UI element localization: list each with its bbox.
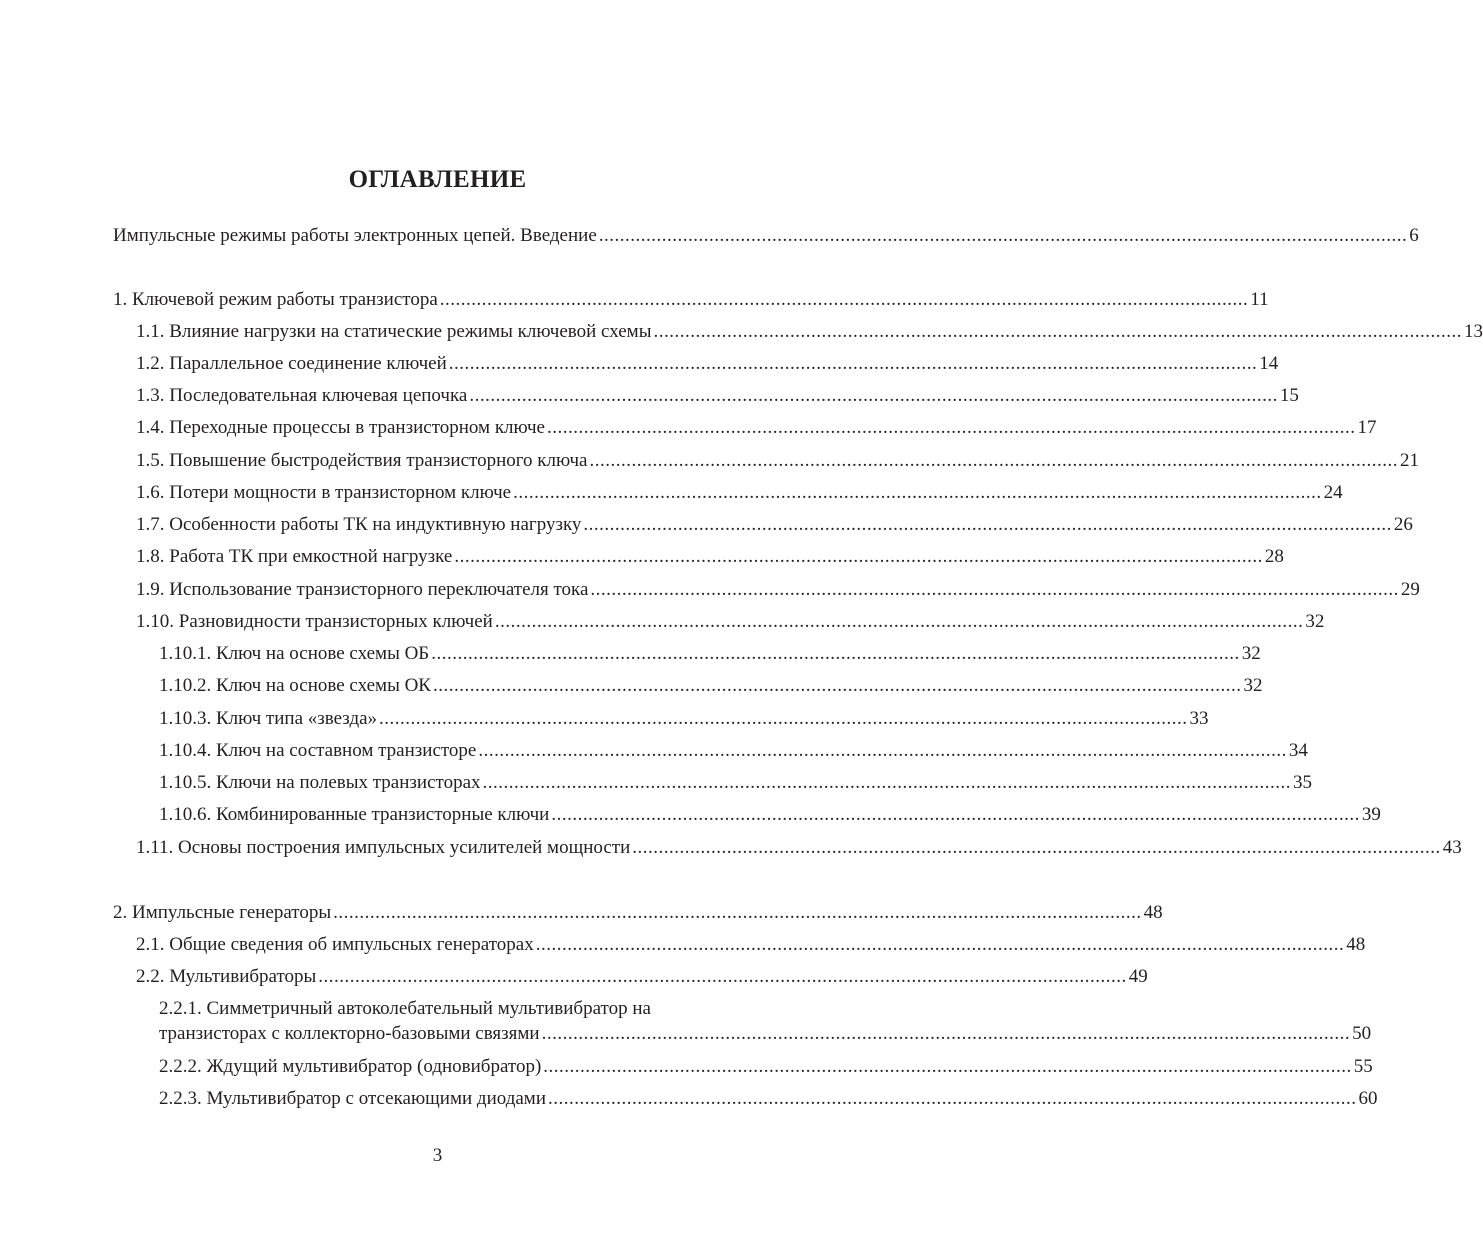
- page-number: 3: [432, 1145, 443, 1166]
- toc-leader-dots: ..........................................................................................................................................................: [632, 837, 1441, 858]
- toc-entry-page: 39: [1361, 804, 1381, 825]
- toc-leader-dots: ..........................................................................................................................................................: [478, 740, 1287, 761]
- toc-entry-page: 28: [1264, 546, 1284, 567]
- toc-entry-label: 2. Импульсные генераторы: [113, 902, 332, 923]
- toc-entry: [159, 735, 1308, 767]
- toc-entry-page: 24: [1323, 482, 1343, 503]
- toc-entry-label: 1.10.2. Ключ на основе схемы ОК: [159, 675, 431, 696]
- toc-entry-page: 26: [1393, 514, 1413, 535]
- toc-entry: [159, 767, 1312, 799]
- toc-entry: [159, 1083, 1378, 1115]
- toc-entry-page: 48: [1346, 934, 1366, 955]
- toc-entry-label: Импульсные режимы работы электронных цепей. Введение: [113, 225, 597, 246]
- toc-leader-dots: ..........................................................................................................................................................: [653, 321, 1462, 342]
- toc-leader-dots: ..........................................................................................................................................................: [535, 934, 1345, 955]
- toc-entry-page: 34: [1288, 740, 1308, 761]
- toc-entry-label: 1.10.4. Ключ на составном транзисторе: [159, 740, 477, 761]
- toc-entry-label: транзисторах с коллекторно-базовыми связями: [159, 1023, 540, 1044]
- toc-leader-dots: ..........................................................................................................................................................: [333, 902, 1142, 923]
- toc-entry-label: 1.2. Параллельное соединение ключей: [136, 353, 447, 374]
- toc-entry-page: 48: [1143, 902, 1163, 923]
- toc-entry-page: 11: [1250, 289, 1269, 310]
- toc-entry-page: 49: [1128, 966, 1148, 987]
- toc-entry-page: 15: [1279, 385, 1299, 406]
- toc-entry-label: 1.9. Использование транзисторного переключателя тока: [136, 579, 589, 600]
- page-title: ОГЛАВЛЕНИЕ: [348, 166, 527, 193]
- toc-entry-label: 1.11. Основы построения импульсных усилителей мощности: [136, 837, 631, 858]
- toc-entry-label-line-1: 2.2.1. Симметричный автоколебательный мультивибратор на: [159, 998, 651, 1019]
- toc-entry: [113, 897, 1163, 929]
- toc-leader-dots: ..........................................................................................................................................................: [469, 385, 1278, 406]
- toc-entry-label: 1.10.1. Ключ на основе схемы ОБ: [159, 643, 430, 664]
- toc-entry-label: 1.3. Последовательная ключевая цепочка: [136, 385, 468, 406]
- toc-leader-dots: ..........................................................................................................................................................: [432, 675, 1242, 696]
- toc-entry: [136, 316, 1483, 348]
- toc-entry-page: 32: [1305, 611, 1325, 632]
- toc-leader-dots: ..........................................................................................................................................................: [598, 225, 1408, 246]
- toc-leader-dots: ..........................................................................................................................................................: [431, 643, 1240, 664]
- toc-entry: [136, 509, 1413, 541]
- toc-entry-label: 1.8. Работа ТК при емкостной нагрузке: [136, 546, 453, 567]
- toc-leader-dots: ..........................................................................................................................................................: [494, 611, 1304, 632]
- toc-entry-page: 14: [1259, 353, 1279, 374]
- toc-entry: [113, 284, 1269, 316]
- toc-entry: [159, 799, 1381, 831]
- toc-entry: [136, 445, 1419, 477]
- toc-leader-dots: ..........................................................................................................................................................: [589, 450, 1398, 471]
- toc-entry: [159, 1018, 1372, 1050]
- toc-entry-label: 1. Ключевой режим работы транзистора: [113, 289, 438, 310]
- toc-entry: [136, 606, 1325, 638]
- toc-entry: [159, 703, 1209, 735]
- toc-entry: [136, 961, 1148, 993]
- toc-entry-label: 1.6. Потери мощности в транзисторном ключе: [136, 482, 512, 503]
- toc-leader-dots: ..........................................................................................................................................................: [543, 1056, 1352, 1077]
- toc-entry-label: 1.10. Разновидности транзисторных ключей: [136, 611, 493, 632]
- toc-leader-dots: ..........................................................................................................................................................: [482, 772, 1291, 793]
- toc-entry-label: 2.2. Мультивибраторы: [136, 966, 317, 987]
- toc-entry-page: 32: [1241, 643, 1261, 664]
- toc-entry-page: 50: [1352, 1023, 1372, 1044]
- toc-leader-dots: ..........................................................................................................................................................: [439, 289, 1249, 310]
- toc-entry-page: 17: [1357, 417, 1377, 438]
- toc-entry-label: 2.2.3. Мультивибратор с отсекающими диодами: [159, 1088, 546, 1109]
- toc-entry-label: 2.1. Общие сведения об импульсных генераторах: [136, 934, 534, 955]
- toc-entry: [159, 1051, 1373, 1083]
- toc-entry-page: 6: [1409, 225, 1419, 246]
- toc-leader-dots: ..........................................................................................................................................................: [551, 804, 1360, 825]
- toc-entry: [136, 929, 1366, 961]
- toc-entry-page: 32: [1243, 675, 1263, 696]
- toc-entry-page: 21: [1399, 450, 1419, 471]
- toc-entry-label: 2.2.2. Ждущий мультивибратор (одновибратор): [159, 1056, 542, 1077]
- toc-leader-dots: ..........................................................................................................................................................: [318, 966, 1127, 987]
- toc-leader-dots: ..........................................................................................................................................................: [513, 482, 1322, 503]
- toc-entry-page: 13: [1463, 321, 1483, 342]
- toc-leader-dots: ..........................................................................................................................................................: [583, 514, 1392, 535]
- toc-entry: [136, 541, 1284, 573]
- toc-entry-page: 35: [1293, 772, 1312, 793]
- toc-entry-label: 1.5. Повышение быстродействия транзисторного ключа: [136, 450, 588, 471]
- toc-entry: [136, 380, 1299, 412]
- toc-entry: [136, 412, 1377, 444]
- toc-entry: [136, 477, 1343, 509]
- toc-entry: [136, 832, 1462, 864]
- toc-entry-page: 33: [1189, 708, 1209, 729]
- toc-entry-page: 43: [1442, 837, 1462, 858]
- toc-leader-dots: ..........................................................................................................................................................: [379, 708, 1188, 729]
- toc-leader-dots: ..........................................................................................................................................................: [448, 353, 1258, 374]
- toc-entry: [159, 670, 1263, 702]
- toc-leader-dots: ..........................................................................................................................................................: [590, 579, 1399, 600]
- toc-entry-label: 1.4. Переходные процессы в транзисторном ключе: [136, 417, 545, 438]
- toc-entry: [159, 638, 1261, 670]
- toc-entry-label: 1.7. Особенности работы ТК на индуктивную нагрузку: [136, 514, 582, 535]
- toc-leader-dots: ..........................................................................................................................................................: [454, 546, 1263, 567]
- toc-leader-dots: ..........................................................................................................................................................: [541, 1023, 1351, 1044]
- toc-entry-label: 1.10.6. Комбинированные транзисторные ключи: [159, 804, 550, 825]
- toc-leader-dots: ..........................................................................................................................................................: [547, 417, 1356, 438]
- toc-leader-dots: ..........................................................................................................................................................: [548, 1088, 1357, 1109]
- toc-entry: [136, 574, 1420, 606]
- toc-entry: [113, 220, 1419, 252]
- toc-entry: [136, 348, 1279, 380]
- toc-entry-label: 1.10.3. Ключ типа «звезда»: [159, 708, 378, 729]
- toc-entry-page: 60: [1358, 1088, 1378, 1109]
- toc-entry-label: 1.1. Влияние нагрузки на статические режимы ключевой схемы: [136, 321, 652, 342]
- toc-entry-label: 1.10.5. Ключи на полевых транзисторах: [159, 772, 481, 793]
- toc-entry-page: 55: [1353, 1056, 1373, 1077]
- toc-entry-page: 29: [1400, 579, 1420, 600]
